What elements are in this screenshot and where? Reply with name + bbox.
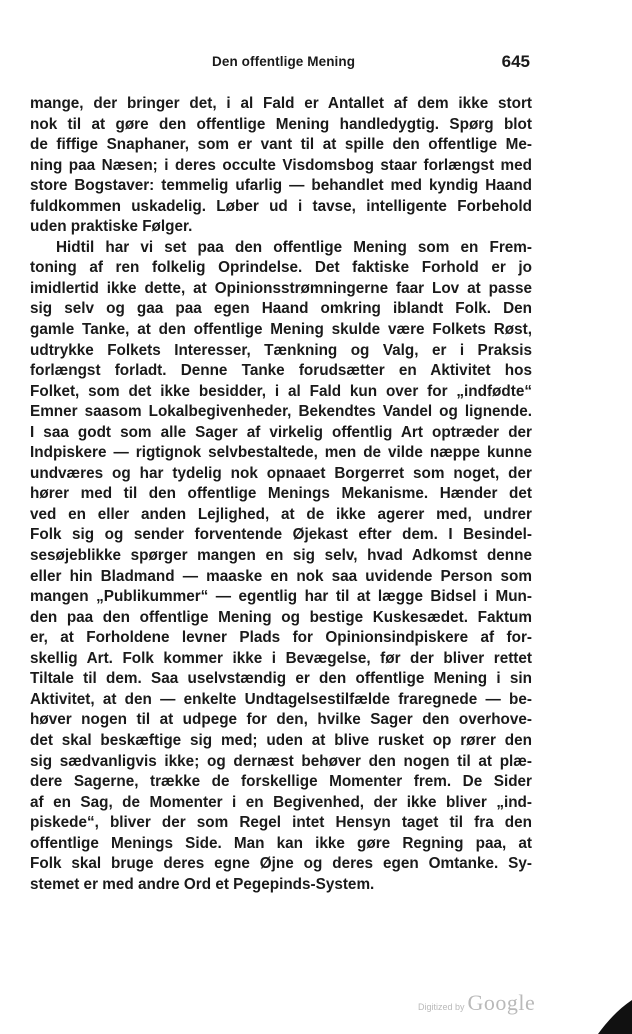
- text-line: høver nogen til at udpege for den, hvilke Sager den overhove-: [30, 711, 532, 729]
- text-line: Aktivitet, at den — enkelte Undtagelsestilfælde fraregnede — be-: [30, 690, 532, 708]
- text-line: Hidtil har vi set paa den offentlige Mening som en Frem-: [56, 238, 532, 256]
- text-line: er, at Forholdene levner Plads for Opinionsindpiskere af for-: [30, 629, 532, 647]
- text-line: gamle Tanke, at den offentlige Mening skulde være Folkets Røst,: [30, 321, 532, 339]
- text-line: store Bogstaver: temmelig ufarlig — behandlet med kyndig Haand: [30, 177, 532, 195]
- text-line: eller hin Bladmand — maaske en nok saa uvidende Person som: [30, 567, 532, 585]
- page-curl-shadow: [584, 994, 632, 1034]
- watermark-prefix: Digitized by: [418, 1002, 465, 1012]
- text-line: piskede“, bliver der som Regel intet Hensyn taget til fra den: [30, 814, 532, 832]
- text-line: uden praktiske Følger.: [30, 218, 193, 236]
- text-line: skellig Art. Folk kommer ikke i Bevægelse, før der bliver rettet: [30, 649, 532, 667]
- text-line: Folk sig og sender forventende Øjekast efter dem. I Besindel-: [30, 526, 532, 544]
- text-line: udtrykke Folkets Interesser, Tænkning og Valg, er i Praksis: [30, 341, 532, 359]
- text-line: toning af ren folkelig Oprindelse. Det faktiske Forhold er jo: [30, 259, 532, 277]
- body-text: [30, 94, 532, 895]
- text-line: ning paa Næsen; i deres occulte Visdomsbog staar forlængst med: [30, 156, 532, 174]
- text-line: fuldkommen uskadelig. Løber ud i tavse, intelligente Forbehold: [30, 197, 532, 215]
- text-line: nok til at gøre den offentlige Mening handledygtig. Spørg blot: [30, 115, 532, 133]
- text-line: imidlertid ikke dette, at Opinionsstrømningerne faar Lov at passe: [30, 279, 532, 297]
- text-line: den paa den offentlige Mening og bestige Kuskesædet. Faktum: [30, 608, 532, 626]
- text-line: sesøjeblikke spørger mangen en sig selv, hvad Adkomst denne: [30, 547, 532, 565]
- text-line: det skal beskæftige sig med; uden at blive rusket op rører den: [30, 731, 532, 749]
- text-line: hører med til den offentlige Menings Mekanisme. Hænder det: [30, 485, 532, 503]
- text-line: af en Sag, de Momenter i en Begivenhed, der ikke bliver „ind-: [30, 793, 532, 811]
- text-line: ved en eller anden Lejlighed, at de ikke agerer med, undrer: [30, 505, 532, 523]
- text-line: mange, der bringer det, i al Fald er Antallet af dem ikke stort: [30, 95, 532, 112]
- text-line: Folket, som det ikke besidder, i al Fald kun over for „indfødte“: [30, 382, 532, 400]
- text-line: sig selv og gaa paa egen Haand omkring iblandt Folk. Den: [30, 300, 532, 318]
- text-line: offentlige Menings Side. Man kan ikke gøre Regning paa, at: [30, 834, 532, 852]
- running-title: Den offentlige Mening: [212, 54, 356, 69]
- page-number: 645: [501, 52, 530, 71]
- text-line: Tiltale til dem. Saa uselvstændig er den offentlige Mening i sin: [30, 670, 532, 688]
- text-line: stemet er med andre Ord et Pegepinds-System.: [30, 875, 375, 893]
- watermark-brand: Google: [467, 990, 536, 1015]
- text-line: Emner saasom Lokalbegivenheder, Bekendtes Vandel og lignende.: [30, 403, 532, 421]
- text-line: Indpiskere — rigtignok selvbestaltede, men de vilde næppe kunne: [30, 444, 532, 462]
- text-line: sig sædvanligvis ikke; og dernæst behøver den nogen til at plæ-: [30, 752, 532, 770]
- digitized-watermark: [418, 990, 535, 1016]
- text-line: Folk skal bruge deres egne Øjne og deres egen Omtanke. Sy-: [30, 855, 532, 873]
- text-line: I saa godt som alle Sager af virkelig offentlig Art optræder der: [30, 423, 532, 441]
- text-line: mangen „Publikummer“ — egentlig har til at lægge Bidsel i Mun-: [30, 588, 532, 606]
- text-line: dere Sagerne, trække de forskellige Momenter frem. De Sider: [30, 773, 532, 791]
- text-line: forlængst forladt. Denne Tanke forudsætter en Aktivitet hos: [30, 362, 532, 380]
- running-header: [30, 52, 530, 76]
- text-line: de fiffige Snaphaner, som er vant til at spille den offentlige Me-: [30, 136, 532, 154]
- text-line: undværes og har tydelig nok opnaaet Borgerret som noget, der: [30, 464, 532, 482]
